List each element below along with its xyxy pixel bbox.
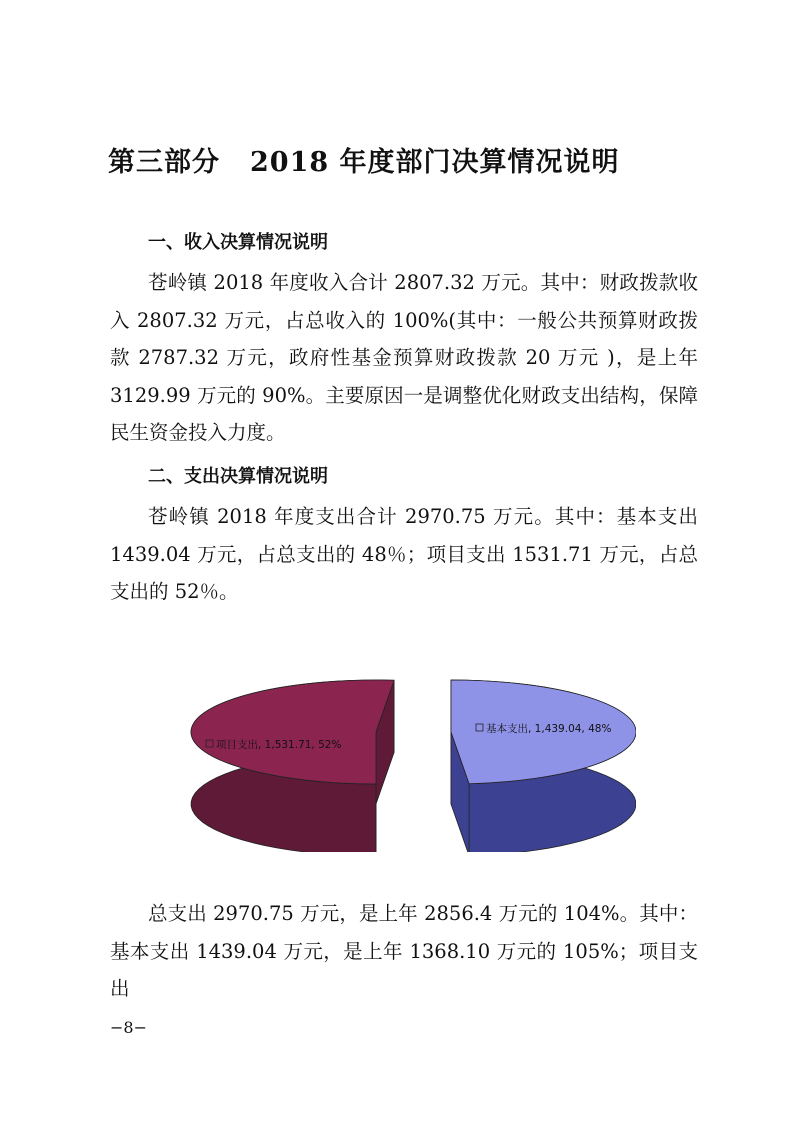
expense-pie-chart (176, 672, 636, 852)
income-paragraph: 苍岭镇 2018 年度收入合计 2807.32 万元。其中：财政拨款收入 2807.32 万元，占总收入的 100%(其中：一般公共预算财政拨款 2787.32 万元，政府性基金预算财政拨款 20 万元 )，是上年 3129.99 万元的 90%。主要原因一是调整优化财政支出结构，保障民生资金投入力度。 (110, 271, 698, 444)
pie-data-label-0: 项目支出, 1,531.71, 52% (216, 739, 342, 751)
section-heading-income: 一、收入决算情况说明 (148, 232, 328, 253)
section-heading-expense: 二、支出决算情况说明 (148, 466, 328, 487)
pie-data-label-1: 基本支出, 1,439.04, 48% (486, 723, 612, 735)
comparison-paragraph: 总支出 2970.75 万元，是上年 2856.4 万元的 104%。其中：基本支出 1439.04 万元，是上年 1368.10 万元的 105%；项目支出 (110, 902, 698, 1000)
title-text: 2018 年度部门决算情况说明 (250, 147, 620, 178)
expense-paragraph: 苍岭镇 2018 年度支出合计 2970.75 万元。其中：基本支出 1439.04 万元，占总支出的 48％；项目支出 1531.71 万元，占总支出的 52％。 (110, 505, 698, 603)
page-title (108, 140, 620, 179)
title-part: 第三部分 (108, 147, 220, 178)
pie-slice-0 (191, 680, 394, 784)
page-number: −8− (110, 1018, 147, 1037)
